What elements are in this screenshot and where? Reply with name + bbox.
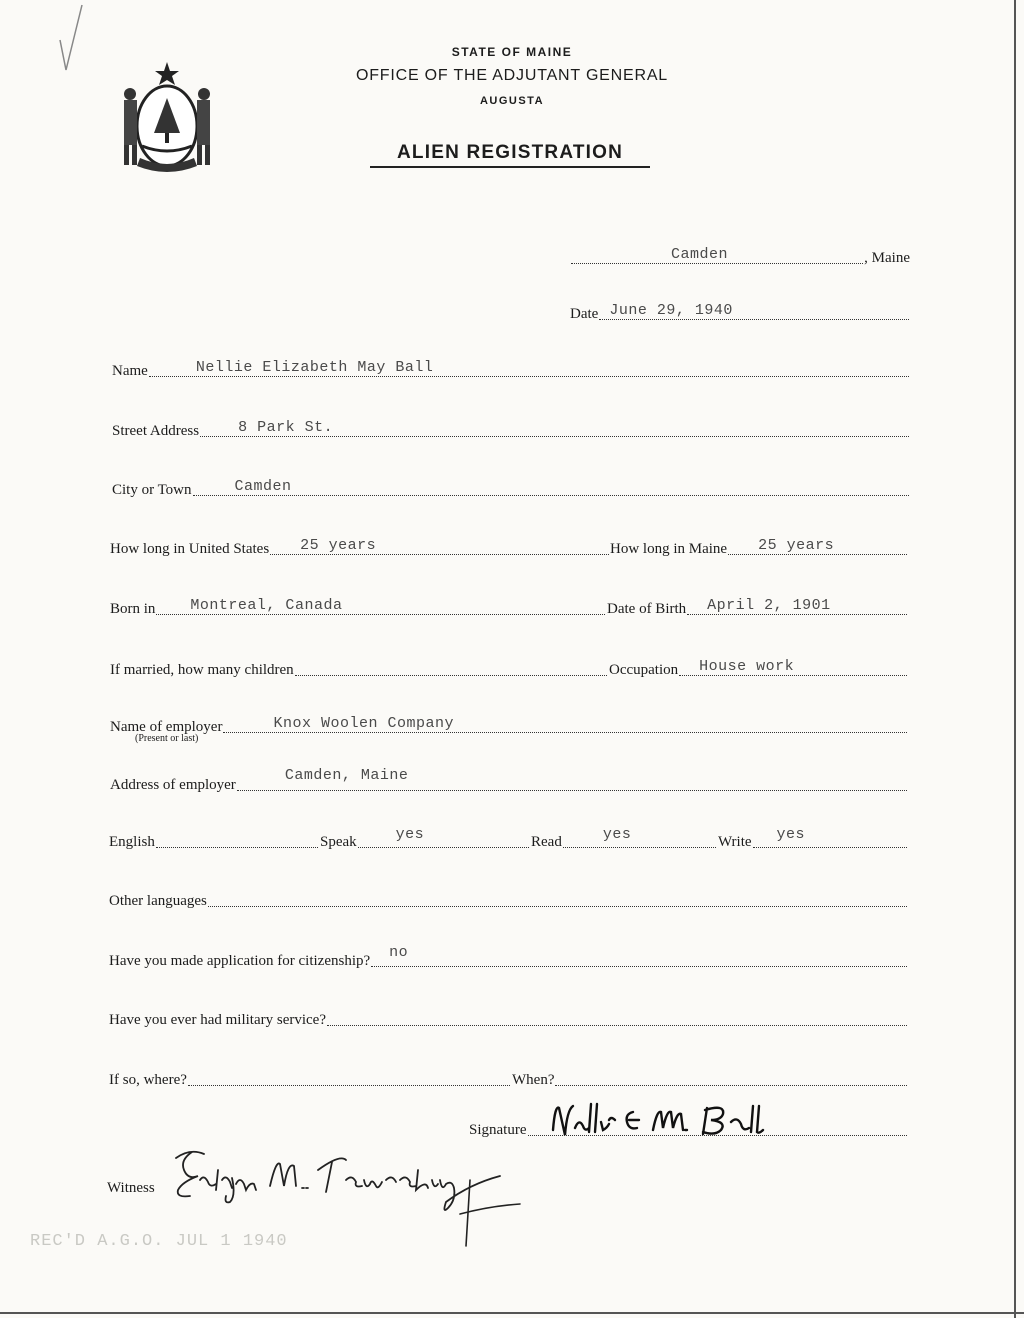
street-row <box>112 418 910 440</box>
page-edge-bottom <box>0 1312 1024 1314</box>
speak-label: Speak <box>320 834 357 850</box>
write-value: yes <box>776 826 806 843</box>
date-label: Date <box>570 306 599 322</box>
when-row <box>512 1067 908 1089</box>
employer-value: Knox Woolen Company <box>273 715 454 732</box>
citizenship-value: no <box>389 944 409 961</box>
write-field[interactable] <box>753 826 907 848</box>
date-row <box>570 301 910 323</box>
employer-address-row <box>110 767 908 794</box>
citizenship-field[interactable] <box>371 944 907 967</box>
speak-row <box>320 826 530 851</box>
military-row <box>109 1007 908 1029</box>
read-row <box>531 826 717 851</box>
maine-duration-field[interactable] <box>728 538 907 555</box>
read-value: yes <box>602 826 632 843</box>
us-duration-value: 25 years <box>300 537 377 554</box>
city-row <box>112 477 910 499</box>
employer-label: Name of employer <box>110 719 223 735</box>
form-title: ALIEN REGISTRATION <box>370 142 650 168</box>
born-in-value: Montreal, Canada <box>190 597 343 614</box>
date-value: June 29, 1940 <box>609 302 733 319</box>
when-field[interactable] <box>555 1069 907 1086</box>
signature-handwriting <box>545 1100 815 1145</box>
english-label: English <box>109 834 155 850</box>
maine-duration-value: 25 years <box>758 537 835 554</box>
checkmark-icon <box>52 0 92 75</box>
name-value: Nellie Elizabeth May Ball <box>195 359 434 376</box>
employer-address-value: Camden, Maine <box>284 767 409 784</box>
born-in-label: Born in <box>110 601 156 617</box>
us-duration-field[interactable] <box>270 538 609 555</box>
employer-sublabel: (Present or last) <box>135 733 199 744</box>
children-label: If married, how many children <box>110 662 294 678</box>
city-label: City or Town <box>112 482 192 498</box>
employer-field[interactable] <box>223 716 907 733</box>
city-field[interactable] <box>193 479 909 496</box>
witness-label: Witness <box>107 1180 155 1196</box>
location-label: , Maine <box>864 250 910 266</box>
header-office: OFFICE OF THE ADJUTANT GENERAL <box>355 67 669 84</box>
speak-value: yes <box>395 826 425 843</box>
page-edge-right <box>1014 0 1016 1318</box>
where-label: If so, where? <box>109 1072 187 1088</box>
maine-duration-row <box>610 536 908 558</box>
maine-duration-label: How long in Maine <box>610 541 728 557</box>
military-label: Have you ever had military service? <box>109 1012 326 1028</box>
children-row <box>110 657 608 679</box>
write-label: Write <box>718 834 752 850</box>
english-row <box>109 829 319 851</box>
occupation-value: House work <box>699 658 795 675</box>
header-state: STATE OF MAINE <box>451 45 573 59</box>
born-in-field[interactable] <box>156 598 605 615</box>
employer-address-label: Address of employer <box>110 777 236 793</box>
read-field[interactable] <box>563 826 716 848</box>
employer-row <box>110 714 908 736</box>
us-duration-row <box>110 536 610 558</box>
citizenship-row <box>109 944 908 970</box>
street-value: 8 Park St. <box>238 419 334 436</box>
dob-row <box>607 596 908 618</box>
other-languages-label: Other languages <box>109 893 207 909</box>
employer-address-field[interactable] <box>237 767 907 791</box>
when-label: When? <box>512 1072 555 1088</box>
dob-label: Date of Birth <box>607 601 687 617</box>
write-row <box>718 826 908 851</box>
header-city: AUGUSTA <box>479 95 545 107</box>
date-field[interactable] <box>599 303 909 320</box>
where-field[interactable] <box>188 1069 510 1086</box>
location-field[interactable] <box>571 247 863 264</box>
occupation-label: Occupation <box>609 662 679 678</box>
name-row <box>112 358 910 380</box>
english-field[interactable] <box>156 831 318 848</box>
speak-field[interactable] <box>358 826 529 848</box>
other-languages-field[interactable] <box>208 890 907 907</box>
dob-value: April 2, 1901 <box>707 597 831 614</box>
street-label: Street Address <box>112 423 200 439</box>
location-row <box>570 245 910 267</box>
us-duration-label: How long in United States <box>110 541 270 557</box>
dob-field[interactable] <box>687 598 907 615</box>
signature-label: Signature <box>469 1122 527 1138</box>
occupation-field[interactable] <box>679 659 907 676</box>
born-in-row <box>110 596 606 618</box>
occupation-row <box>609 657 908 679</box>
read-label: Read <box>531 834 562 850</box>
street-field[interactable] <box>200 420 909 437</box>
children-field[interactable] <box>295 659 607 676</box>
received-stamp: REC'D A.G.O. JUL 1 1940 <box>30 1232 288 1251</box>
name-label: Name <box>112 363 148 379</box>
location-value: Camden <box>671 246 729 263</box>
citizenship-label: Have you made application for citizenship? <box>109 953 371 969</box>
military-field[interactable] <box>327 1009 907 1026</box>
name-field[interactable] <box>149 360 909 377</box>
where-row <box>109 1067 511 1089</box>
city-value: Camden <box>234 478 292 495</box>
other-languages-row <box>109 888 908 910</box>
